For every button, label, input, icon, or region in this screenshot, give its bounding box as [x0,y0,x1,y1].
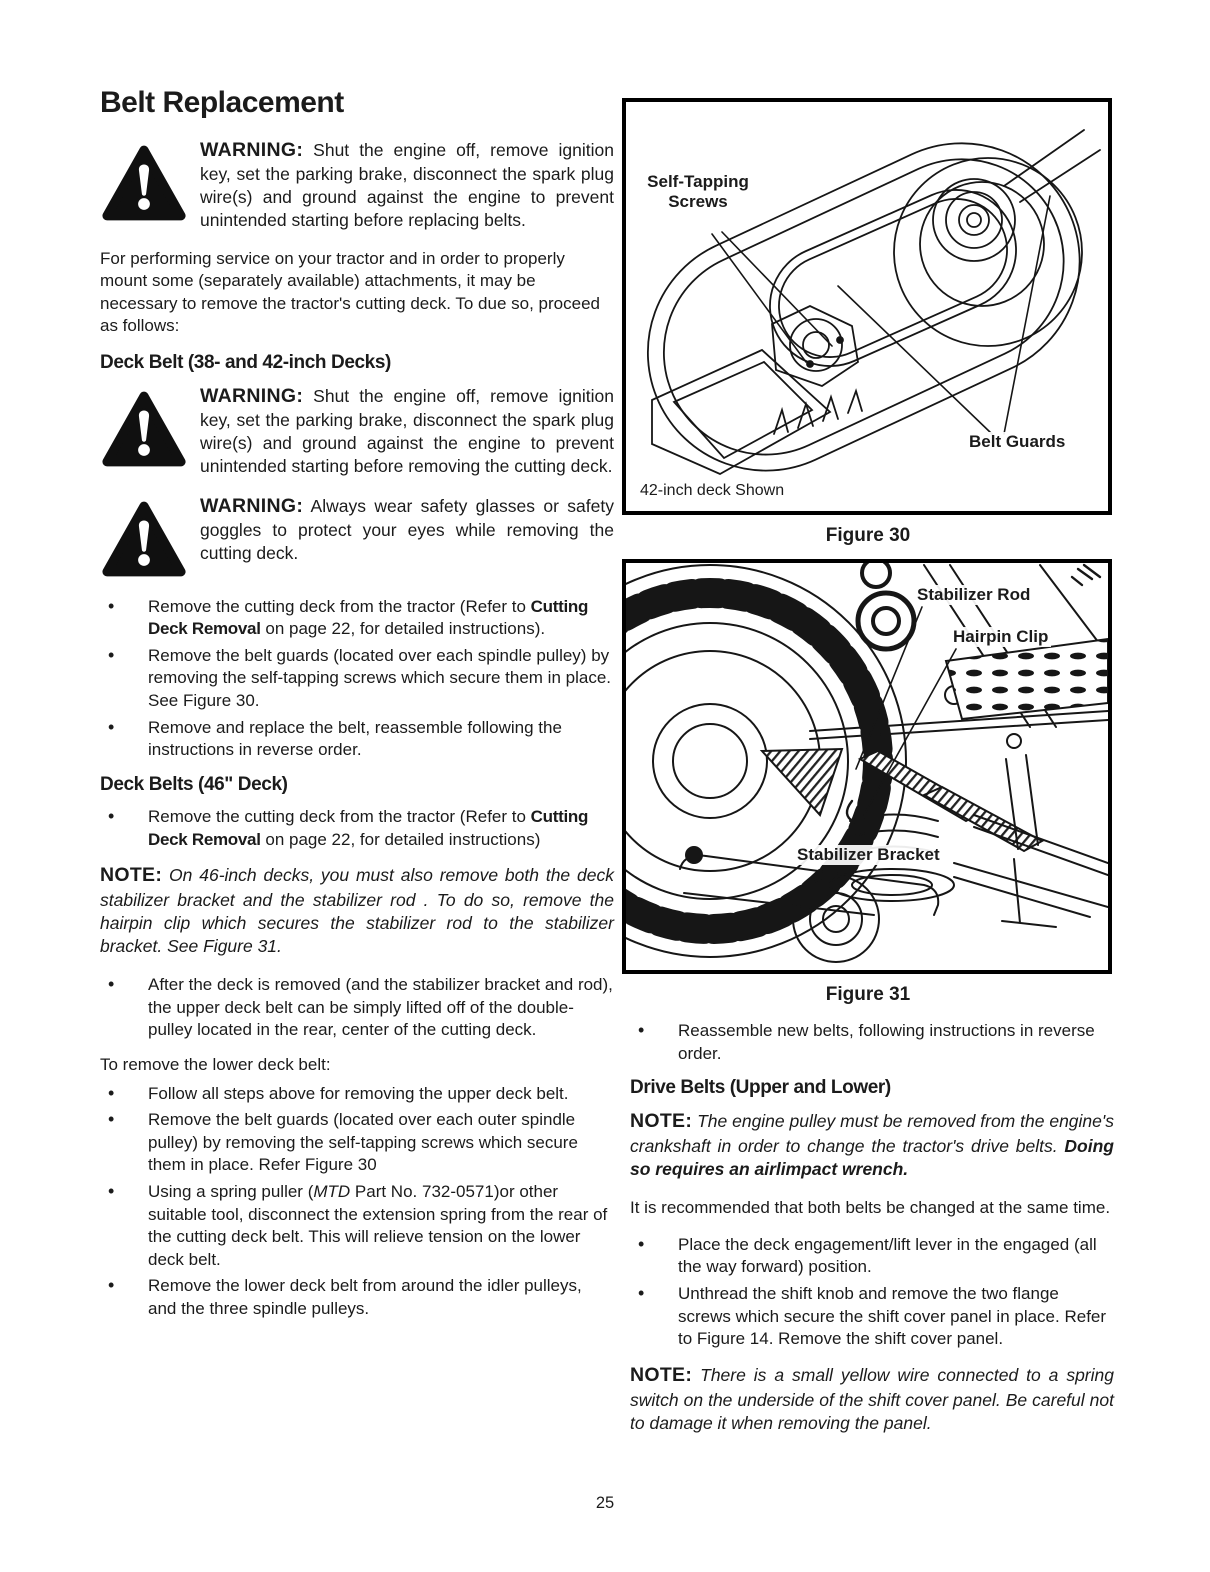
list-item-text: After the deck is removed (and the stabilizer bracket and rod), the upper deck belt can be simply lifted off of the double-pulley located in the rear, center of the cutting deck. [148,975,613,1040]
figure-30-label-self-tapping-screws [634,172,762,212]
list-item-text: on page 22, for detailed instructions) [260,829,541,849]
list-item-text: Remove the lower deck belt from around the idler pulleys, and the three spindle pulleys. [148,1276,582,1319]
warning-box-replacing-belts [100,138,614,232]
figure-31-caption: Figure 31 [825,984,911,1005]
figure-31-label-stabilizer-bracket: Stabilizer Bracket [794,845,943,865]
left-column [92,86,614,1333]
warning-box-safety-glasses [100,494,614,580]
section-heading-drive-belts: Drive Belts (Upper and Lower) [630,1077,891,1099]
note-text: The engine pulley must be removed from the engine's crankshaft in order to change the tractor's drive belts. [630,1111,1114,1156]
list-item-text: Place the deck engagement/lift lever in the engaged (all the way forward) position. [678,1234,1097,1277]
page-title: Belt Replacement [100,86,344,119]
figure-30-caption: Figure 30 [825,525,911,546]
list-item-text: Remove the belt guards (located over each outer spindle pulley) by removing the self-tapping screws which secure them in place. Refer Figure 30 [148,1110,578,1175]
list-item-text: Follow all steps above for removing the upper deck belt. [148,1083,569,1103]
list-item [622,1283,1114,1351]
warning-box-removing-deck [100,384,614,478]
warning-label: WARNING: [200,494,304,517]
section-heading-deck-belt-38-42: Deck Belt (38- and 42-inch Decks) [100,352,391,374]
figure-30-deck-shown-note: 42-inch deck Shown [640,482,785,499]
list-item-text: Unthread the shift knob and remove the two flange screws which secure the shift cover panel in place. Refer to Figure 14. Remove the shift cover panel. [678,1283,1107,1349]
figure-30 [622,98,1112,515]
list-item [92,717,614,762]
bullet-list-lower-deck-belt [92,1083,614,1321]
lower-deck-belt-lead: To remove the lower deck belt: [100,1054,331,1074]
list-item [92,1109,614,1177]
list-item-text: Reassemble new belts, following instructions in reverse order. [678,1021,1095,1063]
warning-message: Shut the engine off, remove ignition key, set the parking brake, disconnect the spark plug wire(s) and ground against the engine to prevent unintended starting before removing the cutting deck. [200,386,614,476]
list-item-text: Part No. 732-0571)or other suitable tool, disconnect the extension spring from the rear of the cutting deck belt. This will relieve tension on the lower deck belt. [148,1182,608,1269]
bullet-list-upper-deck-belt [92,974,614,1042]
list-item [92,645,614,713]
note-46-inch-decks [100,863,614,958]
list-item [92,1275,614,1320]
label-line: Screws [668,192,728,212]
warning-triangle-icon [100,384,188,478]
bullet-list-deck-belt-38-42 [92,596,614,762]
list-item-text: on page 22, for detailed instructions). [260,619,546,639]
figure-31 [622,559,1112,974]
list-item-text: Remove the cutting deck from the tractor (Refer to [148,806,531,826]
warning-triangle-icon [100,138,188,232]
warning-label: WARNING: [200,139,304,161]
right-column [622,98,1114,1451]
bullet-list-deck-belts-46 [92,806,614,851]
figure-31-illustration [626,563,1108,970]
list-item [622,1020,1114,1065]
figure-31-label-stabilizer-rod: Stabilizer Rod [914,585,1033,605]
list-item-text: Using a spring puller ( [148,1182,314,1201]
warning-text [188,384,614,478]
list-item [92,1083,614,1106]
warning-message: Always wear safety glasses or safety goggles to protect your eyes while removing the cutting deck. [200,495,614,563]
note-label: NOTE: [630,1110,693,1133]
note-bold-text: Doing so requires an airlimpact wrench. [630,1135,1114,1180]
recommend-paragraph: It is recommended that both belts be changed at the same time. [630,1198,1111,1218]
bullet-list-drive-belts [622,1234,1114,1351]
list-item [622,1234,1114,1279]
warning-text [188,138,614,232]
figure-31-label-hairpin-clip: Hairpin Clip [950,627,1051,647]
note-yellow-wire [630,1363,1114,1435]
list-item [92,974,614,1042]
list-item-italic: MTD [313,1182,351,1201]
label-line: Self-Tapping [647,172,749,191]
page-number: 25 [595,1494,615,1512]
list-item-text: Remove and replace the belt, reassemble following the instructions in reverse order. [148,717,562,760]
list-item-bold: Cutting Deck Removal [148,596,589,639]
note-drive-belts [630,1109,1114,1181]
warning-text [188,494,614,580]
list-item [92,806,614,851]
list-item-text: Remove the belt guards (located over each spindle pulley) by removing the self-tapping screws which secure them in place. See Figure 30. [148,645,611,711]
bullet-list-reassemble [622,1020,1114,1065]
intro-paragraph: For performing service on your tractor and in order to properly mount some (separately available) attachments, it may be necessary to remove the tractor's cutting deck. To due so, proceed as follows: [100,248,600,336]
list-item [92,596,614,641]
list-item-bold: Cutting Deck Removal [148,806,589,849]
figure-30-label-belt-guards: Belt Guards [966,432,1068,452]
note-label: NOTE: [630,1363,693,1386]
warning-message: Shut the engine off, remove ignition key, set the parking brake, disconnect the spark plug wire(s) and ground against the engine to prevent unintended starting before replacing belts. [200,140,614,230]
list-item-text: Remove the cutting deck from the tractor (Refer to [148,596,531,616]
warning-triangle-icon [100,494,188,580]
list-item [92,1181,614,1271]
note-text: There is a small yellow wire connected to a spring switch on the underside of the shift cover panel. Be careful not to damage it when removing the panel. [630,1364,1114,1433]
section-heading-deck-belts-46: Deck Belts (46" Deck) [100,773,288,795]
note-text: On 46-inch decks, you must also remove both the deck stabilizer bracket and the stabilizer rod . To do so, remove the hairpin clip which secures the stabilizer rod to the stabilizer bracket. See Figure 31. [100,865,614,957]
warning-label: WARNING: [200,385,304,408]
note-label: NOTE: [100,864,163,887]
